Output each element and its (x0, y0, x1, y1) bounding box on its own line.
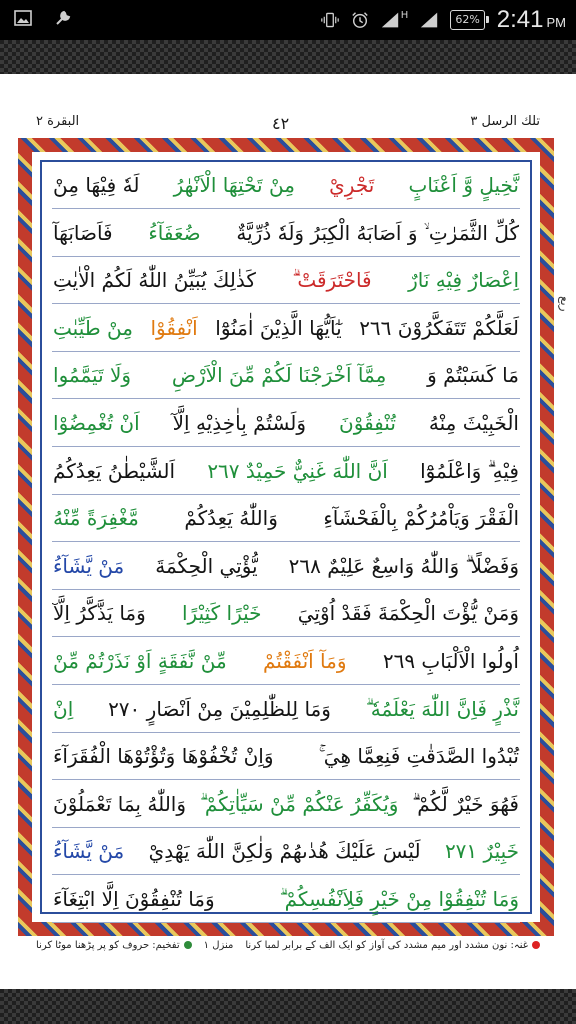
verse-segment: لَهٗ فِيْهَا مِنْ (53, 173, 140, 197)
signal-icon (381, 11, 399, 29)
verse-segment: وَاللّٰهُ بِمَا تَعْمَلُوْنَ (53, 791, 187, 816)
verse-segment: وَمَآ اَنْفَقْتُمْ (262, 649, 347, 673)
bottom-pattern-strip (0, 989, 576, 1024)
verse-segment: مِنْ تَحْتِهَا الْاَنْهٰرُ (173, 173, 295, 197)
verse-segment: اِعْصَارٌ فِيْهِ نَارٌ (408, 268, 519, 293)
verse-segment: الْخَبِيْثَ مِنْهُ (428, 411, 519, 435)
page-header (36, 114, 540, 134)
footer-manzil: منزل ١ (203, 940, 234, 951)
verse-line (52, 257, 520, 304)
verse-segment: فَاحْتَرَقَتْ ۗ (292, 268, 372, 293)
verse-segment: يٰٓاَيُّهَا الَّذِيْنَ اٰمَنُوْٓا (215, 315, 342, 340)
verse-segment: اَلشَّيْطٰنُ يَعِدُكُمُ (53, 458, 176, 483)
verse-segment: وَمَا تُنْفِقُوْا مِنْ خَيْرٍ فَلِاَنْفُسِكُمْ ۗ (279, 887, 519, 911)
battery-indicator: 62% (450, 10, 484, 30)
verse-line (52, 162, 520, 209)
verse-segment: وَلَا تَيَمَّمُوا (53, 363, 132, 388)
surah-name: البقرة ٢ (36, 114, 80, 129)
ornamental-border (18, 138, 554, 936)
verse-line (52, 305, 520, 352)
tool-icon (54, 9, 72, 27)
verse-segment: وَفَضْلًا ۗ وَاللّٰهُ وَاسِعٌ عَلِيْمٌ ٢٦٨ (288, 553, 519, 578)
system-icons (321, 5, 566, 35)
verse-segment: فَاَصَابَهَآ (53, 220, 113, 245)
verse-segment: مَنْ يَّشَآءُ (53, 839, 125, 864)
verse-segment: وَاِنْ تُخْفُوْهَا وَتُؤْتُوْهَا الْفُقَرَآءَ (53, 744, 274, 769)
verse-segment: لَعَلَّكُمْ تَتَفَكَّرُوْنَ ٢٦٦ (359, 315, 519, 340)
text-area (40, 160, 532, 914)
status-bar (0, 0, 576, 40)
verse-segment: مَنْ يَّشَآءُ (53, 553, 125, 578)
verse-segment: وَاللّٰهُ يَعِدُكُمْ (184, 506, 278, 531)
top-pattern-strip (0, 40, 576, 74)
verse-segment: خَيْرًا كَثِيْرًا (181, 601, 262, 626)
alarm-icon (351, 11, 369, 29)
verse-segment: اَنْ تُغْمِضُوْا (53, 411, 140, 435)
vibrate-icon (321, 11, 339, 29)
verse-segment: كَذٰلِكَ يُبَيِّنُ اللّٰهُ لَكُمُ الْاٰيٰتِ (53, 268, 256, 293)
clock (497, 6, 566, 34)
verse-line (52, 781, 520, 828)
rub-marker: ربع (558, 296, 572, 312)
verse-segment: فَهُوَ خَيْرٌ لَّكُمْ ۗ (412, 791, 519, 816)
verse-segment: كُلِّ الثَّمَرٰتِ ۙ وَ اَصَابَهُ الْكِبَرُ وَلَهٗ ذُرِّيَّةٌ (236, 220, 519, 245)
verse-line (52, 876, 520, 923)
verse-segment: الْفَقْرَ وَيَاْمُرُكُمْ بِالْفَحْشَآءِ (323, 506, 519, 531)
verse-segment: مِّنْ نَّفَقَةٍ اَوْ نَذَرْتُمْ مِّنْ (53, 649, 227, 673)
verse-line (52, 352, 520, 399)
signal-icon-2 (420, 11, 438, 29)
verse-segment: نَّخِيلٍ وَّ اَعْنَابٍ (408, 173, 519, 197)
verse-segment: مَّغْفِرَةً مِّنْهُ (53, 506, 139, 531)
clock-ampm: PM (546, 15, 566, 30)
verse-line (52, 448, 520, 495)
verse-segment: وَمَا يَذَّكَّرُ اِلَّآ (53, 601, 146, 626)
verse-segment: مَا كَسَبْتُمْ وَ (427, 363, 519, 388)
verse-segment: فِيْهِ ۗ وَاعْلَمُوْٓا (420, 458, 519, 483)
footer-ghunna-note: غنہ: نون مشدد اور میم مشدد کی آواز کو ایک الف کے برابر لمبا کرنا (245, 940, 540, 960)
verse-line (52, 590, 520, 637)
verse-segment: اُولُوا الْاَلْبَابِ ٢٦٩ (382, 649, 519, 673)
verse-line (52, 733, 520, 780)
verse-segment: تَجْرِيْ (329, 173, 375, 197)
verse-segment: ضُعَفَآءُ (148, 220, 201, 245)
verse-line (52, 828, 520, 875)
network-type: H (400, 9, 409, 21)
verse-segment: تُنْفِقُوْنَ (339, 411, 396, 435)
verse-segment: مِنْ طَيِّبٰتِ (53, 315, 133, 340)
verse-line (52, 686, 520, 733)
verse-segment: تُبْدُوا الصَّدَقٰتِ فَنِعِمَّا هِيَ ۚ (318, 744, 519, 769)
verse-segment: اَنَّ اللّٰهَ غَنِيٌّ حَمِيْدٌ ٢٦٧ (207, 458, 388, 483)
verse-line (52, 400, 520, 447)
verse-segment: مِمَّآ اَخْرَجْنَا لَكُمْ مِّنَ الْاَرْضِ (171, 363, 387, 388)
verse-segment: يُّؤْتِي الْحِكْمَةَ (155, 553, 258, 578)
verse-segment: اَنْفِقُوْا (150, 315, 198, 340)
para-name: تلك الرسل ٣ (470, 114, 540, 129)
green-dot-icon (184, 941, 192, 949)
verse-segment: وَيُكَفِّرُ عَنْكُمْ مِّنْ سَيِّاٰتِكُمْ ۗ (199, 791, 399, 816)
verse-segment: خَبِيْرٌ ٢٧١ (444, 839, 519, 864)
verse-segment: لَيْسَ عَلَيْكَ هُدٰىهُمْ وَلٰكِنَّ اللّٰهَ يَهْدِيْ (148, 839, 421, 864)
footer-tafkheem-note: تفخیم: حروف کو پر پڑھنا موٹا کرنا (36, 940, 192, 960)
verse-line (52, 210, 520, 257)
page-number: ٤٢ (272, 114, 290, 133)
page-footer (36, 940, 540, 960)
quran-page[interactable] (0, 74, 576, 989)
red-dot-icon (532, 941, 540, 949)
verse-segment: وَمَا لِلظّٰلِمِيْنَ مِنْ اَنْصَارٍ ٢٧٠ (108, 696, 331, 721)
verse-line (52, 638, 520, 685)
verse-segment: نَّذْرٍ فَاِنَّ اللّٰهَ يَعْلَمُهٗ ۗ (365, 696, 519, 721)
verse-segment: وَمَنْ يُّؤْتَ الْحِكْمَةَ فَقَدْ اُوْتِيَ (297, 601, 519, 626)
verse-segment: اِنْ (53, 696, 74, 721)
verse-segment: وَلَسْتُمْ بِاٰخِذِيْهِ اِلَّآ (172, 411, 307, 435)
verse-segment: وَمَا تُنْفِقُوْنَ اِلَّا ابْتِغَآءَ (53, 887, 215, 911)
verse-line (52, 495, 520, 542)
gallery-icon (14, 9, 32, 27)
verse-line (52, 543, 520, 590)
notification-icons (14, 9, 72, 27)
clock-time: 2:41 (496, 6, 544, 33)
